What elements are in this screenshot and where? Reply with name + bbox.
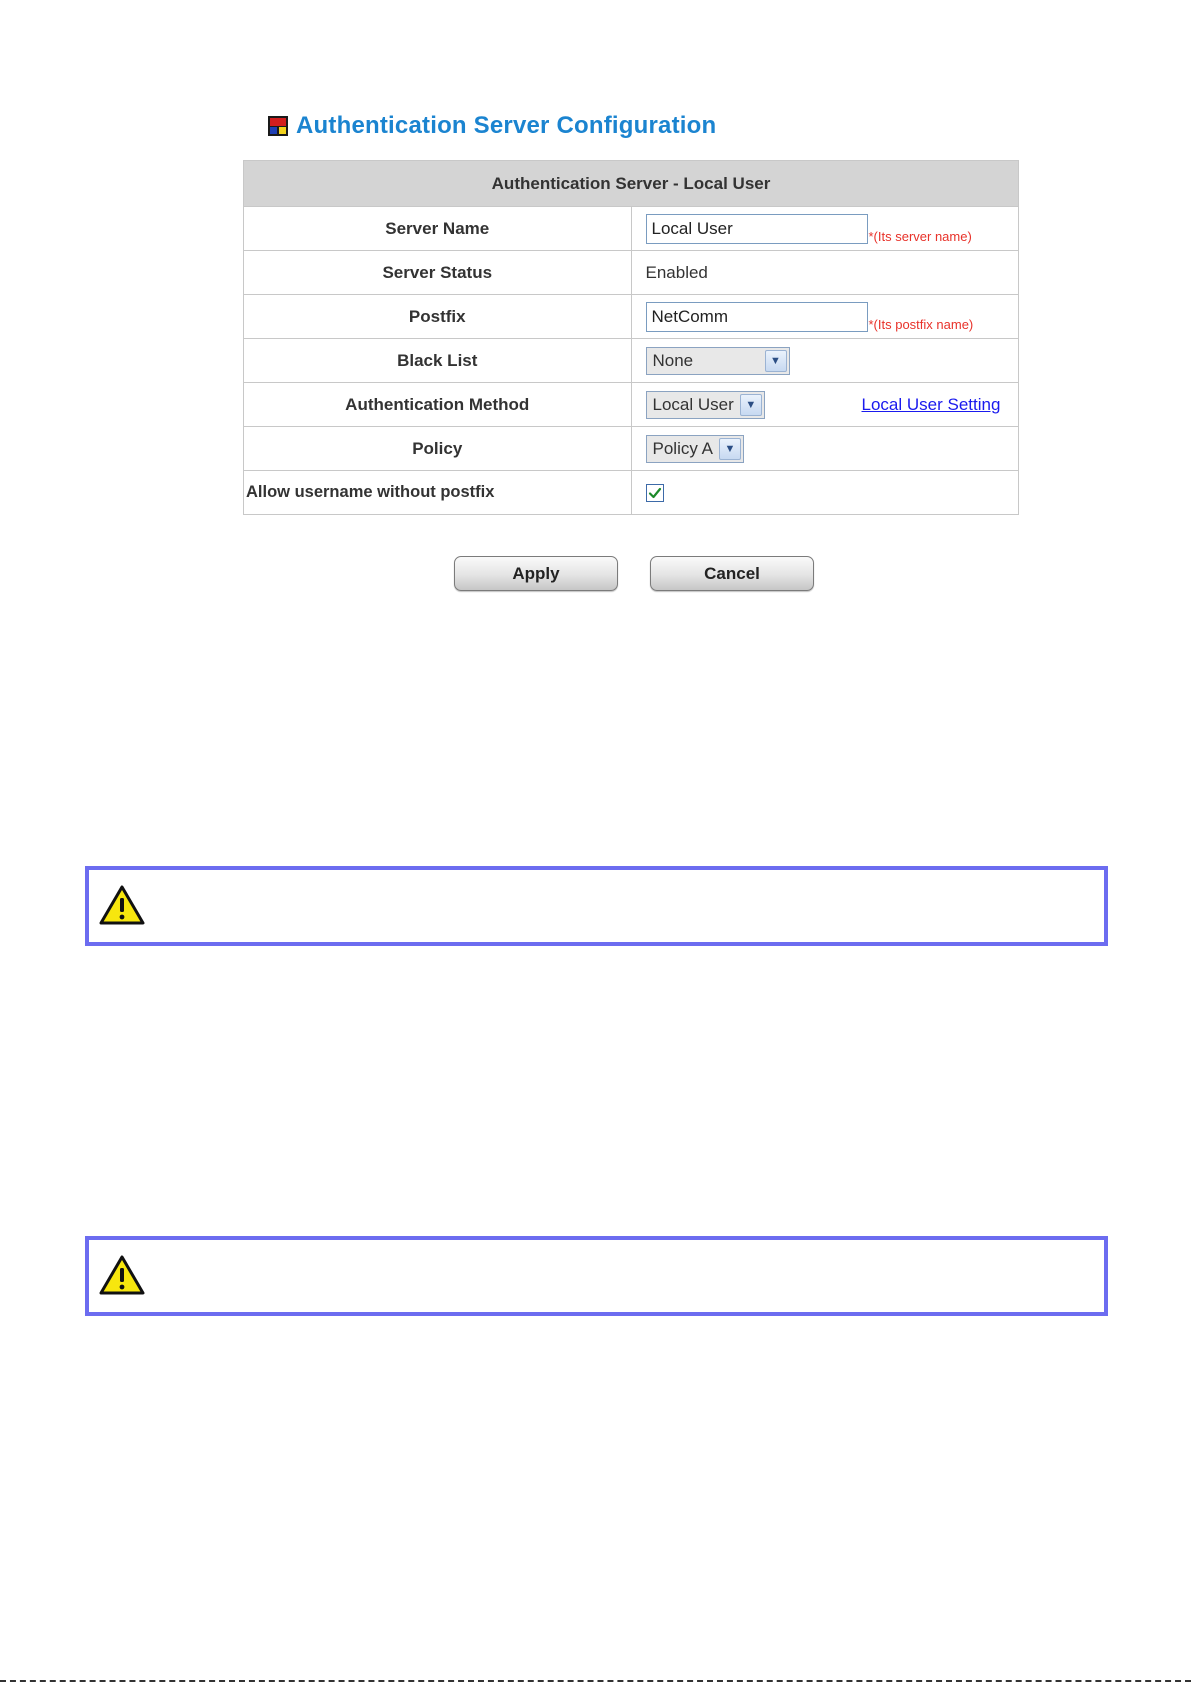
allow-username-label: Allow username without postfix [244,471,632,515]
auth-server-table [243,160,1019,515]
black-list-label: Black List [244,339,632,383]
page-bottom-divider [0,1680,1191,1682]
server-name-hint: *(Its server name) [868,228,972,244]
warning-box [85,1236,1108,1316]
chevron-down-icon[interactable]: ▼ [719,438,741,460]
server-status-value: Enabled [631,251,1019,295]
black-list-value: None [652,350,694,370]
table-row [244,295,1019,339]
postfix-input[interactable]: NetComm [646,302,868,332]
config-window-icon [268,116,288,136]
table-row [244,251,1019,295]
table-row [244,339,1019,383]
cancel-button[interactable]: Cancel [650,556,814,591]
local-user-setting-link[interactable]: Local User Setting [861,394,1001,414]
server-status-label: Server Status [244,251,632,295]
auth-method-label: Authentication Method [244,383,632,427]
page-title [268,112,716,140]
checkmark-icon [648,486,662,500]
table-row [244,207,1019,251]
table-row [244,383,1019,427]
warning-triangle-icon [99,884,145,926]
table-row [244,427,1019,471]
warning-triangle-icon [99,1254,145,1296]
table-header: Authentication Server - Local User [244,161,1019,207]
black-list-select[interactable] [646,347,790,375]
allow-username-checkbox[interactable] [646,484,664,502]
server-name-label: Server Name [244,207,632,251]
table-row [244,471,1019,515]
postfix-hint: *(Its postfix name) [868,316,974,332]
policy-label: Policy [244,427,632,471]
chevron-down-icon[interactable]: ▼ [740,394,762,416]
policy-select[interactable] [646,435,744,463]
policy-value: Policy A [652,438,713,458]
apply-button[interactable]: Apply [454,556,618,591]
chevron-down-icon[interactable]: ▼ [765,350,787,372]
warning-box [85,866,1108,946]
auth-method-value: Local User [652,394,734,414]
server-name-input[interactable]: Local User [646,214,868,244]
page-title-text: Authentication Server Configuration [296,112,717,139]
postfix-label: Postfix [244,295,632,339]
auth-method-select[interactable] [646,391,765,419]
